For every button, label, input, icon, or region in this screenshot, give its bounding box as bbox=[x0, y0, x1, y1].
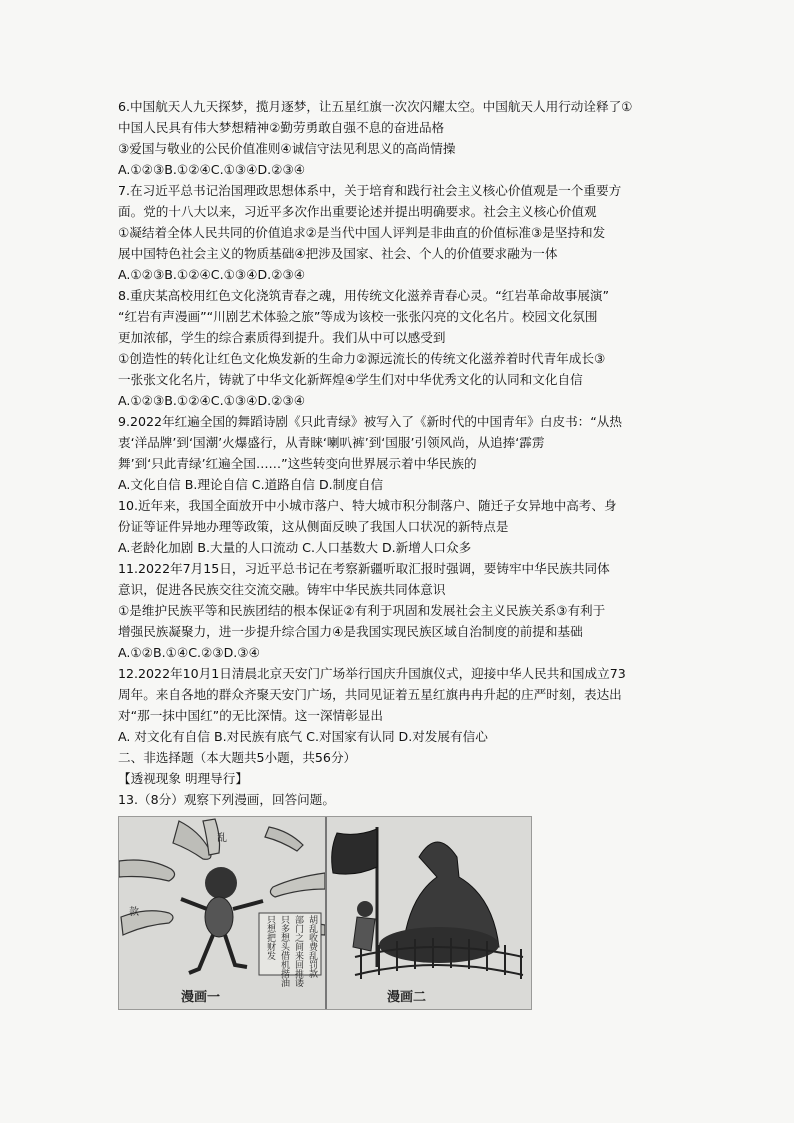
answer-options: A.①②③B.①②④C.①③④D.②③④ bbox=[118, 162, 306, 177]
cartoon-one-caption: 漫画一 bbox=[181, 990, 221, 1005]
text-line: 衷‘洋品牌’到‘国潮’火爆盛行，从青睐‘喇叭裤’到‘国服’引领风尚，从追捧‘霹雳 bbox=[118, 435, 545, 450]
text-line: 展中国特色社会主义的物质基础④把涉及国家、社会、个人的价值要求融为一体 bbox=[118, 246, 558, 261]
text-line: 中国人民具有伟大梦想精神②勤劳勇敢自强不息的奋进品格 bbox=[118, 120, 445, 135]
answer-options: A.①②③B.①②④C.①③④D.②③④ bbox=[118, 267, 306, 282]
answer-options: A. 对文化有自信 B.对民族有底气 C.对国家有认同 D.对发展有信心 bbox=[118, 729, 488, 744]
text-line: 10.近年来，我国全面放开中小城市落户、特大城市积分制落户、随迁子女异地中高考、身 bbox=[118, 498, 617, 513]
exam-text bbox=[118, 96, 684, 1010]
text-line: 周年。来自各地的群众齐聚天安门广场，共同见证着五星红旗冉冉升起的庄严时刻，表达出 bbox=[118, 687, 622, 702]
answer-options: A.①②B.①④C.②③D.③④ bbox=[118, 645, 260, 660]
cartoon-label-kuan: 款 bbox=[129, 907, 139, 918]
text-line: 增强民族凝聚力，进一步提升综合国力④是我国实现民族区域自治制度的前提和基础 bbox=[118, 624, 583, 639]
answer-options: A.①②③B.①②④C.①③④D.②③④ bbox=[118, 393, 306, 408]
text-line: 份证等证件异地办理等政策，这从侧面反映了我国人口状况的新特点是 bbox=[118, 519, 509, 534]
cartoon-vertical-text: 只想把财发 bbox=[265, 915, 275, 960]
cartoon-two bbox=[325, 817, 532, 1009]
text-line: 12.2022年10月1日清晨北京天安门广场举行国庆升国旗仪式，迎接中华人民共和国成立73 bbox=[118, 666, 626, 681]
text-line: 面。党的十八大以来，习近平多次作出重要论述并提出明确要求。社会主义核心价值观 bbox=[118, 204, 597, 219]
cartoon-two-caption: 漫画二 bbox=[387, 990, 427, 1005]
text-line: 对“那一抹中国红”的无比深情。这一深情彰显出 bbox=[118, 708, 383, 723]
text-line: 更加浓郁，学生的综合素质得到提升。我们从中可以感受到 bbox=[118, 330, 446, 345]
section-subheading: 【透视现象 明理导行】 bbox=[118, 771, 248, 786]
text-line: 舞’到‘只此青绿’红遍全国……”这些转变向世界展示着中华民族的 bbox=[118, 456, 477, 471]
text-line: 13.（8分）观察下列漫画，回答问题。 bbox=[118, 792, 335, 807]
text-line: 7.在习近平总书记治国理政思想体系中，关于培育和践行社会主义核心价值观是一个重要方 bbox=[118, 183, 622, 198]
text-line: 一张张文化名片，铸就了中华文化新辉煌④学生们对中华优秀文化的认同和文化自信 bbox=[118, 372, 583, 387]
cartoon-label-luan: 乱 bbox=[217, 833, 227, 844]
cartoon-figure bbox=[118, 816, 532, 1010]
answer-options: A.老龄化加剧 B.大量的人口流动 C.人口基数大 D.新增人口众多 bbox=[118, 540, 472, 555]
text-line: ①创造性的转化让红色文化焕发新的生命力②源远流长的传统文化滋养着时代青年成长③ bbox=[118, 351, 606, 366]
text-line: ③爱国与敬业的公民价值准则④诚信守法见利思义的高尚情操 bbox=[118, 141, 456, 156]
text-line: 8.重庆某高校用红色文化浇筑青春之魂，用传统文化滋养青春心灵。“红岩革命故事展演” bbox=[118, 288, 610, 303]
cartoon-two-drawing bbox=[327, 817, 531, 1009]
answer-options: A.文化自信 B.理论自信 C.道路自信 D.制度自信 bbox=[118, 477, 384, 492]
text-line: ①是维护民族平等和民族团结的根本保证②有利于巩固和发展社会主义民族关系③有利于 bbox=[118, 603, 606, 618]
text-line: 9.2022年红遍全国的舞蹈诗剧《只此青绿》被写入了《新时代的中国青年》白皮书：“从热 bbox=[118, 414, 622, 429]
text-line: ①凝结着全体人民共同的价值追求②是当代中国人评判是非曲直的价值标准③是坚持和发 bbox=[118, 225, 606, 240]
text-line: 11.2022年7月15日，习近平总书记在考察新疆听取汇报时强调，要铸牢中华民族共同体 bbox=[118, 561, 610, 576]
text-line: “红岩有声漫画”“川剧艺术体验之旅”等成为该校一张张闪亮的文化名片。校园文化氛围 bbox=[118, 309, 598, 324]
cartoon-one bbox=[119, 817, 325, 1009]
cartoon-vertical-text: 胡乱收费乱罚款 bbox=[307, 915, 317, 978]
text-line: 6.中国航天人九天探梦，揽月逐梦，让五星红旗一次次闪耀太空。中国航天人用行动诠释了① bbox=[118, 99, 633, 114]
cartoon-vertical-text: 部门之间来回推诿 bbox=[293, 915, 303, 987]
section-heading: 二、非选择题（本大题共5小题，共56分） bbox=[118, 750, 357, 765]
cartoon-vertical-text: 只多想头借机揩油 bbox=[279, 915, 289, 987]
text-line: 意识，促进各民族交往交流交融。铸牢中华民族共同体意识 bbox=[118, 582, 446, 597]
